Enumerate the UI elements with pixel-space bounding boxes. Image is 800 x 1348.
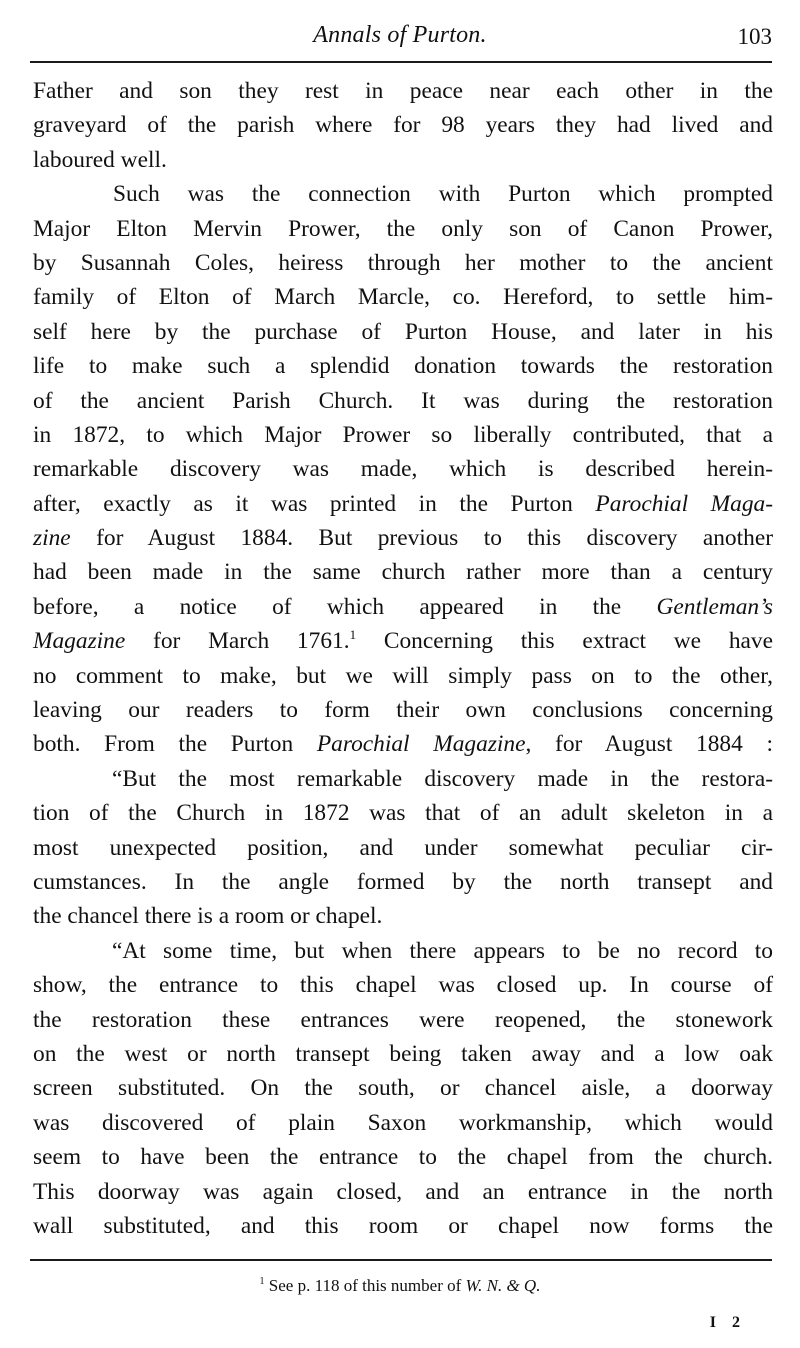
text-run: for March 1761.: [125, 628, 350, 655]
text-line: self here by the purchase of Purton House, and later in his: [33, 318, 773, 345]
text-line: “At some time, but when there appears to be no record to: [112, 937, 773, 964]
text-line: [33, 727, 773, 761]
text-line: no comment to make, but we will simply pass on to the other,: [33, 662, 773, 689]
text-line: wall substituted, and this room or chapel now forms the: [33, 1212, 773, 1239]
italic-title: Parochial Magazine: [316, 731, 526, 758]
text-line: graveyard of the parish where for 98 years they had lived and: [33, 112, 773, 139]
text-line: most unexpected position, and under somewhat peculiar cir-: [33, 834, 773, 861]
italic-title: Gentleman’s: [656, 593, 773, 620]
text-line: life to make such a splendid donation towards the restoration: [33, 353, 773, 380]
footnote-ref[interactable]: 1: [349, 627, 357, 643]
text-line: was discovered of plain Saxon workmanship, which would: [33, 1109, 773, 1136]
text-line: tion of the Church in 1872 was that of an adult skeleton in a: [33, 800, 773, 827]
text-line: “But the most remarkable discovery made in the restora-: [112, 765, 773, 792]
text-line: show, the entrance to this chapel was closed up. In course of: [33, 972, 773, 999]
text-line: [33, 521, 773, 555]
text-line: of the ancient Parish Church. It was during the restoration: [33, 387, 773, 414]
italic-title: Magazine: [33, 628, 126, 655]
text-line: had been made in the same church rather more than a century: [33, 559, 773, 586]
text-line: the restoration these entrances were reopened, the stonework: [33, 1006, 773, 1033]
footnote-text: See p. 118 of this number of: [264, 1276, 466, 1295]
text-line: [33, 590, 773, 624]
text-line: the chancel there is a room or chapel.: [33, 903, 383, 930]
text-line: remarkable discovery was made, which is described herein-: [33, 456, 773, 483]
italic-title: Parochial Maga-: [595, 490, 774, 517]
running-head: [0, 18, 800, 52]
text-run: for August 1884. But previous to this discovery another: [70, 525, 773, 552]
footnote: [0, 1276, 800, 1296]
text-line: Major Elton Mervin Prower, the only son of Canon Prower,: [33, 215, 773, 242]
text-run: , for August 1884 :: [525, 731, 773, 758]
header-rule: [30, 61, 772, 63]
text-line: [33, 487, 773, 521]
page-number: 103: [737, 24, 772, 49]
text-run: after, exactly as it was printed in the Purton: [33, 490, 596, 517]
text-line: Father and son they rest in peace near each other in the: [33, 78, 773, 104]
text-line: screen substituted. On the south, or chancel aisle, a doorway: [33, 1075, 773, 1102]
text-line: Such was the connection with Purton which prompted: [113, 181, 773, 208]
text-run: Concerning this extract we have: [356, 628, 773, 655]
text-run: before, a notice of which appeared in the: [33, 593, 657, 620]
text-line: family of Elton of March Marcle, co. Hereford, to settle him-: [33, 284, 773, 311]
text-line: cumstances. In the angle formed by the north transept and: [33, 868, 773, 895]
text-run: both. From the Purton: [33, 731, 317, 758]
text-line: on the west or north transept being taken away and a low oak: [33, 1040, 773, 1067]
text-line: This doorway was again closed, and an entrance in the north: [33, 1178, 773, 1205]
text-line: leaving our readers to form their own conclusions concerning: [33, 697, 773, 724]
footnote-rule: [30, 1259, 772, 1261]
text-line: seem to have been the entrance to the chapel from the church.: [33, 1144, 773, 1171]
text-line: by Susannah Coles, heiress through her mother to the ancient: [33, 249, 773, 276]
footnote-abbrev: W. N. & Q.: [465, 1276, 541, 1295]
footnote-marker: 1: [259, 1276, 265, 1287]
running-title: Annals of Purton.: [313, 22, 487, 48]
text-line: in 1872, to which Major Prower so liberally contributed, that a: [33, 421, 773, 448]
italic-title: zine: [33, 525, 71, 552]
body-text: [33, 74, 773, 1243]
text-line: [33, 624, 773, 658]
text-line: laboured well.: [33, 146, 167, 173]
signature-mark: I 2: [709, 1314, 746, 1331]
